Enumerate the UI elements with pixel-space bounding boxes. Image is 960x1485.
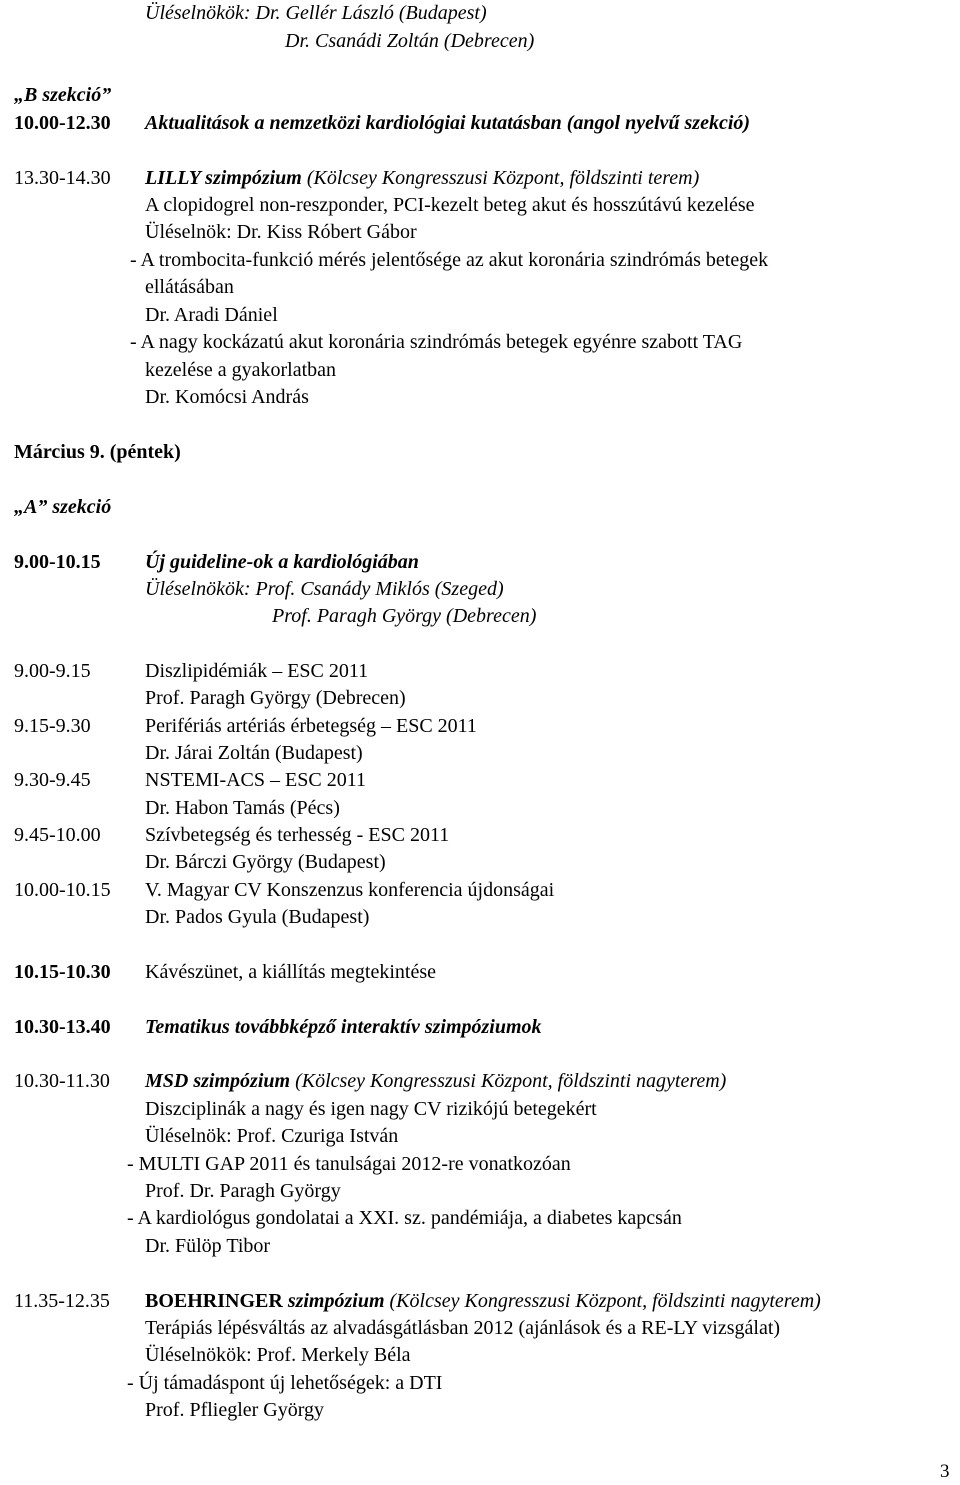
lilly-talk2-line2: kezelése a gyakorlatban [145,359,337,381]
talk-time: 9.15-9.30 [14,715,91,737]
lilly-talk2-speaker: Dr. Komócsi András [145,386,309,408]
lilly-heading [145,165,699,192]
boehringer-time: 11.35-12.35 [14,1290,110,1312]
thematic-text: Tematikus továbbképző interaktív szimpóziumok [145,1016,542,1038]
talk-speaker: Dr. Habon Tamás (Pécs) [145,797,340,819]
lilly-talk1-speaker: Dr. Aradi Dániel [145,304,278,326]
msd-talk2: - A kardiológus gondolatai a XXI. sz. pandémiája, a diabetes kapcsán [127,1207,682,1229]
talk-time: 9.00-9.15 [14,660,91,682]
boehringer-chair: Üléselnökök: Prof. Merkely Béla [145,1344,411,1366]
msd-talk1-speaker: Prof. Dr. Paragh György [145,1180,341,1202]
msd-subtitle: Diszciplinák a nagy és igen nagy CV rizikójú betegekért [145,1098,597,1120]
a-section-topic: Új guideline-ok a kardiológiában [145,551,419,573]
boehringer-heading [145,1288,821,1315]
lilly-talk1-line2: ellátásában [145,276,234,298]
talk-time: 9.45-10.00 [14,824,101,846]
boehringer-location: (Kölcsey Kongresszusi Központ, földszinti nagyterem) [384,1290,821,1312]
boehringer-name-bold: BOEHRINGER [145,1290,283,1312]
a-section-title: „A” szekció [14,496,112,518]
boehringer-talk1-speaker: Prof. Pfliegler György [145,1399,325,1421]
b-section-title: „B szekció” [14,84,112,106]
boehringer-name-rest: szimpózium [282,1290,385,1312]
msd-location: (Kölcsey Kongresszusi Központ, földszinti nagyterem) [290,1070,727,1092]
lilly-subtitle: A clopidogrel non-reszponder, PCI-kezelt beteg akut és hosszútávú kezelése [145,194,755,216]
talk-speaker: Dr. Járai Zoltán (Budapest) [145,742,363,764]
thematic-time: 10.30-13.40 [14,1016,111,1038]
msd-chair: Üléselnök: Prof. Czuriga István [145,1125,399,1147]
boehringer-talk1: - Új támadáspont új lehetőségek: a DTI [127,1372,443,1394]
b-section-topic: Aktualitások a nemzetközi kardiológiai kutatásban (angol nyelvű szekció) [145,112,751,134]
msd-heading [145,1068,726,1095]
talk-title: Szívbetegség és terhesség - ESC 2011 [145,824,450,846]
lilly-name: LILLY szimpózium [145,167,302,189]
msd-name: MSD szimpózium [145,1070,291,1092]
talk-title: V. Magyar CV Konszenzus konferencia újdonságai [145,879,555,901]
lilly-talk1-line1: - A trombocita-funkció mérés jelentősége az akut koronária szindrómás betegek [130,249,769,271]
top-chairs-line1: Üléselnökök: Dr. Gellér László (Budapest) [145,2,487,24]
talk-speaker: Dr. Bárczi György (Budapest) [145,851,386,873]
lilly-talk2-line1: - A nagy kockázatú akut koronária szindrómás betegek egyénre szabott TAG [130,331,743,353]
talk-speaker: Prof. Paragh György (Debrecen) [145,687,406,709]
msd-talk2-speaker: Dr. Fülöp Tibor [145,1235,271,1257]
day-heading: Március 9. (péntek) [14,441,181,463]
a-section-time: 9.00-10.15 [14,551,101,573]
talk-title: Diszlipidémiák – ESC 2011 [145,660,369,682]
msd-time: 10.30-11.30 [14,1070,110,1092]
coffee-text: Kávészünet, a kiállítás megtekintése [145,961,437,983]
b-section-time: 10.00-12.30 [14,112,111,134]
a-section-chairs-line1: Üléselnökök: Prof. Csanády Miklós (Szeged) [145,578,504,600]
talk-title: NSTEMI-ACS – ESC 2011 [145,769,366,791]
lilly-chair: Üléselnök: Dr. Kiss Róbert Gábor [145,221,417,243]
lilly-time: 13.30-14.30 [14,167,111,189]
boehringer-subtitle: Terápiás lépésváltás az alvadásgátlásban 2012 (ajánlások és a RE-LY vizsgálat) [145,1317,781,1339]
talk-title: Perifériás artériás érbetegség – ESC 2011 [145,715,477,737]
top-chairs-line2: Dr. Csanádi Zoltán (Debrecen) [285,30,535,52]
page-number: 3 [940,1461,950,1482]
talk-speaker: Dr. Pados Gyula (Budapest) [145,906,370,928]
lilly-location: (Kölcsey Kongresszusi Központ, földszinti terem) [301,167,700,189]
coffee-time: 10.15-10.30 [14,961,111,983]
msd-talk1: - MULTI GAP 2011 és tanulságai 2012-re vonatkozóan [127,1153,571,1175]
talk-time: 10.00-10.15 [14,879,111,901]
talk-time: 9.30-9.45 [14,769,91,791]
a-section-chairs-line2: Prof. Paragh György (Debrecen) [272,605,537,627]
